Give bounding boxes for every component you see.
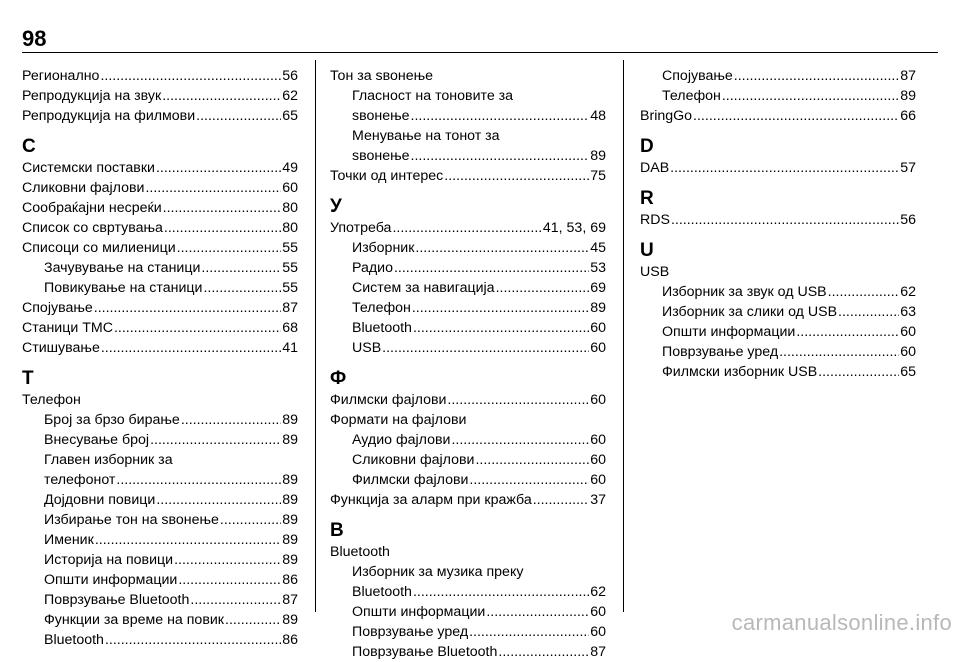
index-page-number: 60 xyxy=(590,392,606,408)
index-subentry xyxy=(22,278,298,298)
index-subentry xyxy=(22,590,298,610)
index-page-number: 60 xyxy=(282,180,298,196)
index-subentry-heading: Гласност на тоновите за xyxy=(352,88,514,104)
index-entry-text: ѕвонење xyxy=(352,148,410,164)
index-page-number: 89 xyxy=(590,148,606,164)
dot-leader xyxy=(177,238,282,258)
dot-leader xyxy=(498,642,589,662)
index-column-1 xyxy=(22,66,298,650)
index-subentry-heading: Главен изборник за xyxy=(44,452,173,468)
index-subentry xyxy=(640,362,916,382)
dot-leader xyxy=(670,158,899,178)
index-entry xyxy=(22,238,298,258)
index-entry-text: Изборник за звук од USB xyxy=(662,284,827,300)
index-subentry xyxy=(640,302,916,322)
index-subentry xyxy=(330,238,606,258)
index-letter-heading: U xyxy=(640,240,654,261)
dot-leader xyxy=(734,66,899,86)
index-entry-text: Телефон xyxy=(352,300,411,316)
index-entry-text: Спојување xyxy=(22,300,93,316)
index-page-number: 41 xyxy=(282,340,298,356)
index-entry-text: Сообраќајни несреќи xyxy=(22,200,162,216)
index-page-number: 89 xyxy=(282,432,298,448)
dot-leader xyxy=(671,210,899,230)
page-number: 98 xyxy=(22,26,47,51)
index-page-number: 60 xyxy=(590,472,606,488)
index-page-number: 53 xyxy=(590,260,606,276)
index-entry-text: Општи информации xyxy=(662,324,796,340)
index-subentry xyxy=(640,322,916,342)
index-entry-text: Филмски изборник USB xyxy=(662,364,818,380)
index-entry-text: Општи информации xyxy=(44,572,178,588)
index-letter-heading: Ф xyxy=(330,368,347,389)
index-page-number: 89 xyxy=(282,532,298,548)
index-page-number: 49 xyxy=(282,160,298,176)
dot-leader xyxy=(693,106,899,126)
index-letter-heading: С xyxy=(22,136,36,157)
index-subentry xyxy=(22,490,298,510)
index-page-number: 56 xyxy=(900,212,916,228)
index-subentry xyxy=(22,470,298,490)
index-letter-heading: R xyxy=(640,188,654,209)
dot-leader xyxy=(201,258,281,278)
index-subentry xyxy=(330,318,606,338)
index-entry-text: Стишување xyxy=(22,340,100,356)
index-entry-text: Внесување број xyxy=(44,432,150,448)
dot-leader xyxy=(105,630,281,650)
index-entry-text: Спојување xyxy=(662,68,733,84)
index-entry-heading: Формати на фајлови xyxy=(330,412,467,428)
dot-leader xyxy=(225,610,281,630)
index-subentry xyxy=(330,298,606,318)
dot-leader xyxy=(163,198,282,218)
index-entry-heading: Телефон xyxy=(22,392,81,408)
index-entry-text: Функции за време на повик xyxy=(44,612,224,628)
index-page-number: 86 xyxy=(282,572,298,588)
index-entry-text: Повикување на станици xyxy=(44,280,203,296)
column-divider-2 xyxy=(623,60,624,612)
index-entry-text: Список со свртувања xyxy=(22,220,163,236)
index-letter-heading: Т xyxy=(22,368,34,389)
index-subentry xyxy=(22,258,298,278)
dot-leader xyxy=(412,298,589,318)
dot-leader xyxy=(145,178,281,198)
dot-leader xyxy=(469,470,589,490)
index-page-number: 65 xyxy=(900,364,916,380)
index-page-number: 57 xyxy=(900,160,916,176)
index-entry-text: Филмски фајлови xyxy=(352,472,469,488)
index-entry-text: ѕвонење xyxy=(352,108,410,124)
dot-leader xyxy=(100,66,281,86)
index-page-number: 60 xyxy=(590,624,606,640)
index-entry-text: Поврзување уред xyxy=(662,344,779,360)
index-entry xyxy=(640,106,916,126)
index-page-number: 55 xyxy=(282,240,298,256)
index-subentry-heading: Изборник за музика преку xyxy=(352,564,524,580)
index-page-number: 89 xyxy=(282,492,298,508)
index-entry xyxy=(22,158,298,178)
index-page-number: 60 xyxy=(900,324,916,340)
dot-leader xyxy=(447,390,589,410)
index-entry-text: Дојдовни повици xyxy=(44,492,156,508)
dot-leader xyxy=(411,106,590,126)
index-page-number: 89 xyxy=(282,552,298,568)
index-entry-text: Сликовни фајлови xyxy=(22,180,145,196)
dot-leader xyxy=(413,582,589,602)
index-page-number: 89 xyxy=(282,412,298,428)
index-entry-text: Функција за аларм при кражба xyxy=(330,492,532,508)
dot-leader xyxy=(203,278,281,298)
index-subentry xyxy=(330,106,606,126)
index-page-number: 80 xyxy=(282,220,298,236)
index-entry-text: Аудио фајлови xyxy=(352,432,451,448)
index-page-number: 89 xyxy=(590,300,606,316)
index-page-number: 80 xyxy=(282,200,298,216)
index-page-number: 37 xyxy=(590,492,606,508)
index-subentry xyxy=(330,602,606,622)
index-subentry xyxy=(640,86,916,106)
index-page-number: 60 xyxy=(900,344,916,360)
index-subentry xyxy=(330,258,606,278)
index-entry-text: Употреба xyxy=(330,220,392,236)
index-entry xyxy=(640,158,916,178)
index-entry xyxy=(330,166,606,186)
index-subentry xyxy=(330,642,606,662)
index-entry-text: Филмски фајлови xyxy=(330,392,447,408)
header-rule xyxy=(22,52,938,53)
index-page-number: 55 xyxy=(282,260,298,276)
dot-leader xyxy=(469,622,589,642)
index-entry-text: Станици TMC xyxy=(22,320,113,336)
dot-leader xyxy=(190,590,281,610)
index-entry-text: Репродукција на звук xyxy=(22,88,162,104)
index-subentry xyxy=(22,570,298,590)
index-entry-text: Репродукција на филмови xyxy=(22,108,196,124)
dot-leader xyxy=(411,146,590,166)
index-entry-text: Број за брзо бирање xyxy=(44,412,180,428)
index-letter-heading: D xyxy=(640,136,654,157)
index-page-number: 86 xyxy=(282,632,298,648)
dot-leader xyxy=(94,298,281,318)
index-page-number: 55 xyxy=(282,280,298,296)
index-entry xyxy=(22,318,298,338)
index-subentry xyxy=(22,530,298,550)
index-entry-text: Bluetooth xyxy=(44,632,104,648)
index-entry-text: Списоци со милиеници xyxy=(22,240,176,256)
index-entry-text: Изборник за слики од USB xyxy=(662,304,838,320)
dot-leader xyxy=(796,322,899,342)
dot-leader xyxy=(779,342,899,362)
dot-leader xyxy=(114,318,281,338)
index-subentry xyxy=(330,430,606,450)
index-page-number: 87 xyxy=(282,300,298,316)
dot-leader xyxy=(156,490,281,510)
index-entry-text: Именик xyxy=(44,532,94,548)
index-page-number: 60 xyxy=(590,604,606,620)
dot-leader xyxy=(828,282,900,302)
watermark: carmanualsonline.info xyxy=(731,610,952,635)
dot-leader xyxy=(174,550,281,570)
index-entry-text: Сликовни фајлови xyxy=(352,452,475,468)
index-page-number: 69 xyxy=(590,280,606,296)
index-entry-text: Bluetooth xyxy=(352,584,412,600)
dot-leader xyxy=(116,470,281,490)
index-subentry-heading: Менување на тонот за xyxy=(352,128,500,144)
index-subentry xyxy=(640,342,916,362)
index-page-number: 63 xyxy=(900,304,916,320)
index-entry-text: Општи информации xyxy=(352,604,486,620)
column-divider-1 xyxy=(315,60,316,612)
index-page-number: 89 xyxy=(282,512,298,528)
index-subentry xyxy=(22,510,298,530)
index-entry xyxy=(330,390,606,410)
dot-leader xyxy=(178,570,281,590)
index-entry-text: Историја на повици xyxy=(44,552,174,568)
index-page-number: 60 xyxy=(590,320,606,336)
index-subentry xyxy=(330,582,606,602)
index-entry-text: Телефон xyxy=(662,88,721,104)
index-page-number: 60 xyxy=(590,452,606,468)
index-entry-text: BringGo xyxy=(640,108,693,124)
dot-leader xyxy=(444,166,589,186)
index-entry-heading: Тон за ѕвонење xyxy=(330,68,434,84)
index-column-2 xyxy=(330,66,606,662)
index-subentry xyxy=(330,338,606,358)
index-entry xyxy=(22,86,298,106)
index-subentry xyxy=(330,278,606,298)
index-subentry xyxy=(330,470,606,490)
index-entry-text: RDS xyxy=(640,212,670,228)
index-subentry xyxy=(22,430,298,450)
index-entry-text: USB xyxy=(352,340,382,356)
index-entry xyxy=(22,66,298,86)
dot-leader xyxy=(413,318,589,338)
index-entry xyxy=(22,106,298,126)
index-subentry xyxy=(22,410,298,430)
dot-leader xyxy=(392,218,541,238)
index-page-number: 65 xyxy=(282,108,298,124)
index-entry-text: Регионално xyxy=(22,68,100,84)
index-page-number: 45 xyxy=(590,240,606,256)
dot-leader xyxy=(181,410,281,430)
dot-leader xyxy=(838,302,899,322)
index-page-number: 66 xyxy=(900,108,916,124)
dot-leader xyxy=(415,238,589,258)
index-page-number: 62 xyxy=(282,88,298,104)
index-page-number: 87 xyxy=(900,68,916,84)
index-entry-text: Точки од интерес xyxy=(330,168,444,184)
index-entry-text: Изборник xyxy=(352,240,415,256)
index-subentry xyxy=(22,630,298,650)
dot-leader xyxy=(451,430,589,450)
index-entry-text: Поврзување уред xyxy=(352,624,469,640)
index-entry-text: Поврзување Bluetooth xyxy=(352,644,498,660)
index-subentry xyxy=(22,610,298,630)
index-entry-text: Поврзување Bluetooth xyxy=(44,592,190,608)
dot-leader xyxy=(95,530,281,550)
index-page-number: 75 xyxy=(590,168,606,184)
index-page-number: 89 xyxy=(282,472,298,488)
index-page-number: 68 xyxy=(282,320,298,336)
dot-leader xyxy=(722,86,899,106)
index-entry-text: Систем за навигација xyxy=(352,280,495,296)
index-letter-heading: B xyxy=(330,520,344,541)
index-page-number: 87 xyxy=(282,592,298,608)
index-column-3 xyxy=(640,66,916,382)
dot-leader xyxy=(196,106,281,126)
index-page-number: 62 xyxy=(900,284,916,300)
dot-leader xyxy=(162,86,281,106)
dot-leader xyxy=(101,338,281,358)
dot-leader xyxy=(382,338,589,358)
dot-leader xyxy=(220,510,281,530)
index-entry xyxy=(330,218,606,238)
index-subentry xyxy=(330,622,606,642)
index-entry xyxy=(22,178,298,198)
index-entry-text: DAB xyxy=(640,160,670,176)
index-entry-text: телефонот xyxy=(44,472,116,488)
dot-leader xyxy=(164,218,281,238)
index-subentry xyxy=(22,550,298,570)
dot-leader xyxy=(150,430,281,450)
index-page-number: 62 xyxy=(590,584,606,600)
index-entry-text: Системски поставки xyxy=(22,160,155,176)
dot-leader xyxy=(394,258,589,278)
dot-leader xyxy=(486,602,589,622)
index-page-number: 41, 53, 69 xyxy=(542,220,606,236)
index-entry xyxy=(22,198,298,218)
dot-leader xyxy=(156,158,281,178)
index-entry-text: Радио xyxy=(352,260,393,276)
index-entry-heading: USB xyxy=(640,264,670,280)
index-subentry xyxy=(640,66,916,86)
index-entry-text: Избирање тон на ѕвонење xyxy=(44,512,219,528)
index-page-number: 56 xyxy=(282,68,298,84)
index-subentry xyxy=(330,146,606,166)
index-subentry xyxy=(330,450,606,470)
index-entry xyxy=(640,210,916,230)
index-letter-heading: У xyxy=(330,196,342,217)
index-page-number: 89 xyxy=(900,88,916,104)
dot-leader xyxy=(475,450,589,470)
index-page-number: 60 xyxy=(590,432,606,448)
index-entry-heading: Bluetooth xyxy=(330,544,390,560)
index-page-number: 48 xyxy=(590,108,606,124)
index-entry xyxy=(22,298,298,318)
index-page-number: 87 xyxy=(590,644,606,660)
index-entry xyxy=(330,490,606,510)
index-entry-text: Bluetooth xyxy=(352,320,412,336)
index-page-number: 60 xyxy=(590,340,606,356)
dot-leader xyxy=(533,490,590,510)
index-entry-text: Зачувување на станици xyxy=(44,260,201,276)
index-entry xyxy=(22,218,298,238)
dot-leader xyxy=(818,362,899,382)
index-page-number: 89 xyxy=(282,612,298,628)
index-subentry xyxy=(640,282,916,302)
dot-leader xyxy=(496,278,590,298)
index-entry xyxy=(22,338,298,358)
